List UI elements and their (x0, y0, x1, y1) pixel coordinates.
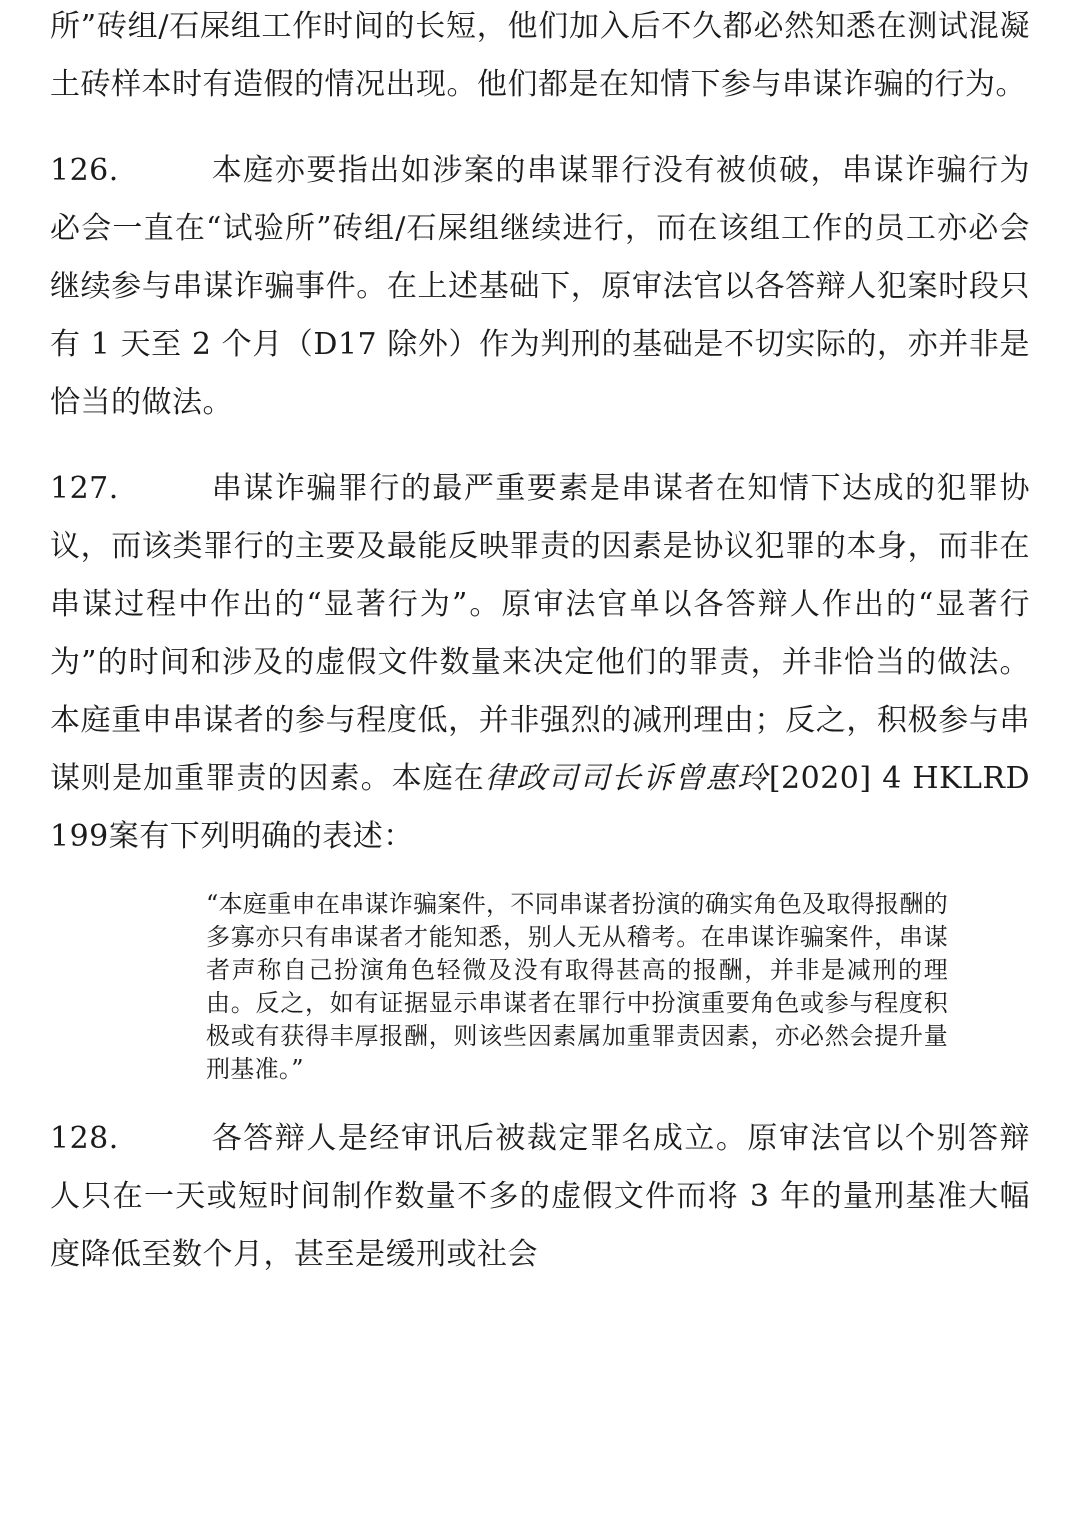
paragraph-126 (50, 142, 1030, 432)
paragraph-128-text: 各答辩人是经审讯后被裁定罪名成立。原审法官以个别答辩人只在一天或短时间制作数量不多的虚假文件而将 3 年的量刑基准大幅度降低至数个月，甚至是缓刑或社会 (50, 1121, 1030, 1272)
paragraph-127-text-after-citation: 案有下列明确的表述： (108, 819, 414, 854)
document-body (50, 0, 1030, 1284)
case-law-report-citation: [2020] 4 HKLRD 199 (50, 761, 1031, 854)
quotation-block (50, 888, 1030, 1086)
case-name-citation: 律政司司长诉曾惠玲 (484, 761, 769, 796)
paragraph-127-text-before-case: 串谋诈骗罪行的最严重要素是串谋者在知情下达成的犯罪协议，而该类罪行的主要及最能反映罪责的因素是协议犯罪的本身，而非在串谋过程中作出的“显著行为”。原审法官单以各答辩人作出的“显著行为”的时间和涉及的虚假文件数量来决定他们的罪责，并非恰当的做法。本庭重申串谋者的参与程度低，并非强烈的减刑理由；反之，积极参与串谋则是加重罪责的因素。本庭在 (50, 471, 1030, 796)
paragraph-126-text: 本庭亦要指出如涉案的串谋罪行没有被侦破，串谋诈骗行为必会一直在“试验所”砖组/石屎组继续进行，而在该组工作的员工亦必会继续参与串谋诈骗事件。在上述基础下，原审法官以各答辩人犯案时段只有 1 天至 2 个月（D17 除外）作为判刑的基础是不切实际的，亦并非是恰当的做法。 (50, 153, 1030, 420)
paragraph-spacer (50, 114, 1030, 142)
paragraph-127 (50, 460, 1030, 866)
paragraph-126-number: 126. (50, 153, 119, 188)
quote-spacer-bottom (50, 1086, 1030, 1110)
paragraph-128 (50, 1110, 1030, 1284)
quotation-text: “本庭重申在串谋诈骗案件，不同串谋者扮演的确实角色及取得报酬的多寡亦只有串谋者才能知悉，别人无从稽考。在串谋诈骗案件，串谋者声称自己扮演角色轻微及没有取得甚高的报酬，并非是减刑的理由。反之，如有证据显示串谋者在罪行中扮演重要角色或参与程度积极或有获得丰厚报酬，则该些因素属加重罪责因素，亦必然会提升量刑基准。” (206, 890, 948, 1083)
quote-spacer-top (50, 866, 1030, 888)
paragraph-128-number: 128. (50, 1121, 119, 1156)
paragraph-125-continuation: 所”砖组/石屎组工作时间的长短，他们加入后不久都必然知悉在测试混凝土砖样本时有造假的情况出现。他们都是在知情下参与串谋诈骗的行为。 (50, 9, 1030, 102)
paragraph-spacer (50, 432, 1030, 460)
paragraph-127-number: 127. (50, 471, 119, 506)
